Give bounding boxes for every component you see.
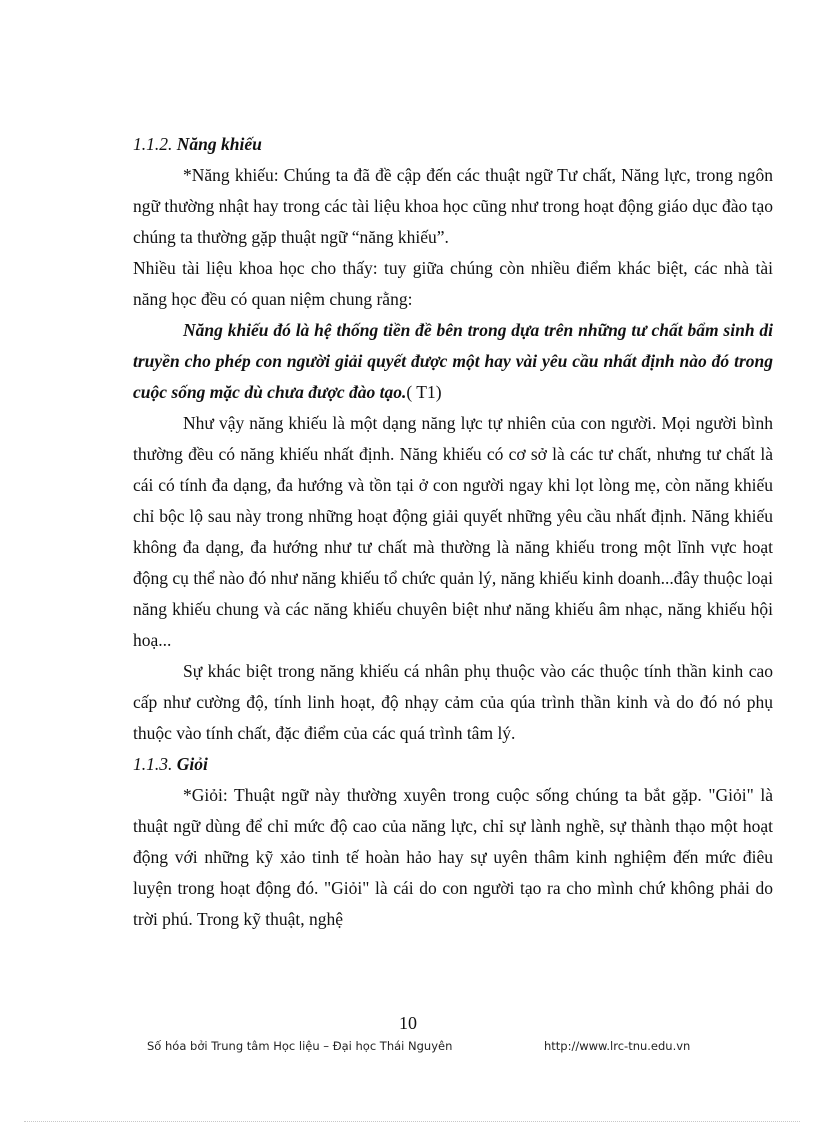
page-footer bbox=[0, 1039, 816, 1059]
page-number: 10 bbox=[399, 1013, 417, 1033]
page-body bbox=[133, 129, 773, 935]
footer-url: http://www.lrc-tnu.edu.vn bbox=[544, 1039, 691, 1053]
footer-source: Số hóa bởi Trung tâm Học liệu – Đại học Thái Nguyên bbox=[147, 1039, 453, 1053]
quote-text: Năng khiếu đó là hệ thống tiền đề bên trong dựa trên những tư chất bẩm sinh di truyền cho phép con người giải quyết được một hay vài yêu cầu nhất định nào đó trong cuộc sống mặc dù chưa được đào tạo. bbox=[133, 320, 773, 402]
paragraph: Sự khác biệt trong năng khiếu cá nhân phụ thuộc vào các thuộc tính thần kinh cao cấp như cường độ, tính linh hoạt, độ nhạy cảm của qúa trình thần kinh và do đó nó phụ thuộc vào tính chất, đặc điểm của các quá trình tâm lý. bbox=[133, 661, 773, 743]
section-heading-1-1-2 bbox=[133, 129, 773, 160]
section-number: 1.1.3. bbox=[133, 754, 173, 774]
citation: ( T1) bbox=[406, 382, 442, 402]
paragraph: *Năng khiếu: Chúng ta đã đề cập đến các thuật ngữ Tư chất, Năng lực, trong ngôn ngữ thường nhật hay trong các tài liệu khoa học cũng như trong hoạt động giáo dục đào tạo chúng ta thường gặp thuật ngữ “năng khiếu”. bbox=[133, 165, 773, 247]
section-heading-1-1-3 bbox=[133, 749, 773, 780]
section-title: Năng khiếu bbox=[176, 134, 262, 154]
section-number: 1.1.2. bbox=[133, 134, 173, 154]
section-title: Giỏi bbox=[176, 754, 208, 774]
page-divider bbox=[24, 1121, 800, 1122]
definition-quote bbox=[133, 315, 773, 408]
paragraph: *Giỏi: Thuật ngữ này thường xuyên trong cuộc sống chúng ta bắt gặp. "Giỏi" là thuật ngữ dùng để chỉ mức độ cao của năng lực, chỉ sự lành nghề, sự thành thạo một hoạt động với những kỹ xảo tinh tế hoàn hảo hay sự uyên thâm kinh nghiệm đến mức điêu luyện trong hoạt động đó. "Giỏi" là cái do con người tạo ra cho mình chứ không phải do trời phú. Trong kỹ thuật, nghệ bbox=[133, 785, 773, 929]
paragraph: Như vậy năng khiếu là một dạng năng lực tự nhiên của con người. Mọi người bình thường đều có năng khiếu nhất định. Năng khiếu có cơ sở là các tư chất, nhưng tư chất là cái có tính đa dạng, đa hướng và tồn tại ở con người ngay khi lọt lòng mẹ, còn năng khiếu chỉ bộc lộ sau này trong những hoạt động giải quyết những yêu cầu nhất định. Năng khiếu không đa dạng, đa hướng như tư chất mà thường là năng khiếu trong một lĩnh vực hoạt động cụ thể nào đó như năng khiếu tổ chức quản lý, năng khiếu kinh doanh...đây thuộc loại năng khiếu chung và các năng khiếu chuyên biệt như năng khiếu âm nhạc, năng khiếu hội hoạ... bbox=[133, 413, 773, 650]
paragraph: Nhiều tài liệu khoa học cho thấy: tuy giữa chúng còn nhiều điểm khác biệt, các nhà tài năng học đều có quan niệm chung rằng: bbox=[133, 258, 773, 309]
